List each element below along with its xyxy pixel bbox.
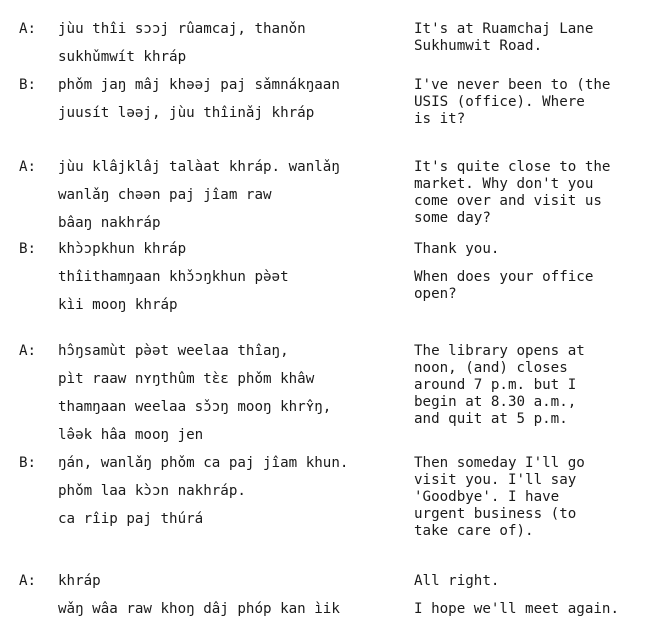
thai-line: jùu thîi sɔɔj rûamcaj, thanǒn [58,21,306,37]
thai-line: thamŋaan weelaa sɔ̌ɔŋ mooŋ khrʏ̂ŋ, [58,399,332,415]
english-translation [414,601,650,618]
thai-line: thîithamŋaan khɔ̌ɔŋkhun pə̀ət [58,269,289,285]
thai-line: khɔ̀ɔpkhun khráp [58,241,187,257]
thai-line: wǎŋ wâa raw khoŋ dâj phóp kan ìik [58,601,340,617]
english-line: and quit at 5 p.m. [414,411,568,427]
speaker-label: B: [19,455,37,471]
english-line: USIS (office). Where [414,94,585,110]
english-translation [414,573,650,590]
thai-transcription [58,159,408,243]
speaker-label: A: [19,573,37,589]
english-line: urgent business (to [414,506,577,522]
thai-line: khráp [58,573,101,589]
thai-line: pìt raaw nʏŋthûm tɛ̀ɛ phǒm khâw [58,371,315,387]
english-line: take care of). [414,523,534,539]
english-line: It's quite close to the [414,159,611,175]
thai-line: phǒm laa kɔ̀ɔn nakhráp. [58,483,246,499]
thai-line: kìi mooŋ khráp [58,297,178,313]
english-line: begin at 8.30 a.m., [414,394,577,410]
speaker-label: A: [19,343,37,359]
speaker-label: B: [19,77,37,93]
thai-line: ŋán, wanlǎŋ phǒm ca paj jîam khun. [58,455,349,471]
thai-line: hɔ̂ŋsamùt pə̀ət weelaa thîaŋ, [58,343,289,359]
english-line: I've never been to (the [414,77,611,93]
speaker-label: A: [19,21,37,37]
thai-transcription [58,21,408,77]
speaker-label: B: [19,241,37,257]
english-line: All right. [414,573,500,589]
english-translation [414,21,650,55]
english-line: I hope we'll meet again. [414,601,619,617]
thai-line: juusít ləəj, jùu thîinǎj khráp [58,105,315,121]
thai-line: jùu klâjklâj talàat khráp. wanlǎŋ [58,159,340,175]
speaker-label: A: [19,159,37,175]
english-line: come over and visit us [414,193,602,209]
english-translation [414,159,650,227]
english-line: visit you. I'll say [414,472,577,488]
english-translation [414,77,650,128]
thai-transcription [58,573,408,601]
english-line: around 7 p.m. but I [414,377,577,393]
thai-transcription [58,269,408,325]
thai-line: lə̂ək hâa mooŋ jen [58,427,204,443]
english-line: market. Why don't you [414,176,594,192]
english-line: some day? [414,210,491,226]
thai-line: wanlǎŋ chəən paj jîam raw [58,187,272,203]
english-line: 'Goodbye'. I have [414,489,560,505]
thai-transcription [58,601,408,629]
english-line: noon, (and) closes [414,360,568,376]
english-translation [414,241,650,258]
thai-line: phǒm jaŋ mâj khəəj paj sǎmnákŋaan [58,77,340,93]
thai-line: bâaŋ nakhráp [58,215,161,231]
thai-line: ca rîip paj thúrá [58,511,204,527]
english-line: The library opens at [414,343,585,359]
thai-transcription [58,343,408,455]
english-translation [414,343,650,428]
english-line: open? [414,286,457,302]
thai-transcription [58,241,408,269]
english-line: Sukhumwit Road. [414,38,543,54]
english-line: is it? [414,111,466,127]
english-line: Thank you. [414,241,500,257]
english-translation [414,269,650,303]
english-translation [414,455,650,540]
thai-transcription [58,77,408,133]
thai-transcription [58,455,408,539]
english-line: Then someday I'll go [414,455,585,471]
thai-line: sukhǔmwít khráp [58,49,187,65]
english-line: It's at Ruamchaj Lane [414,21,594,37]
english-line: When does your office [414,269,594,285]
